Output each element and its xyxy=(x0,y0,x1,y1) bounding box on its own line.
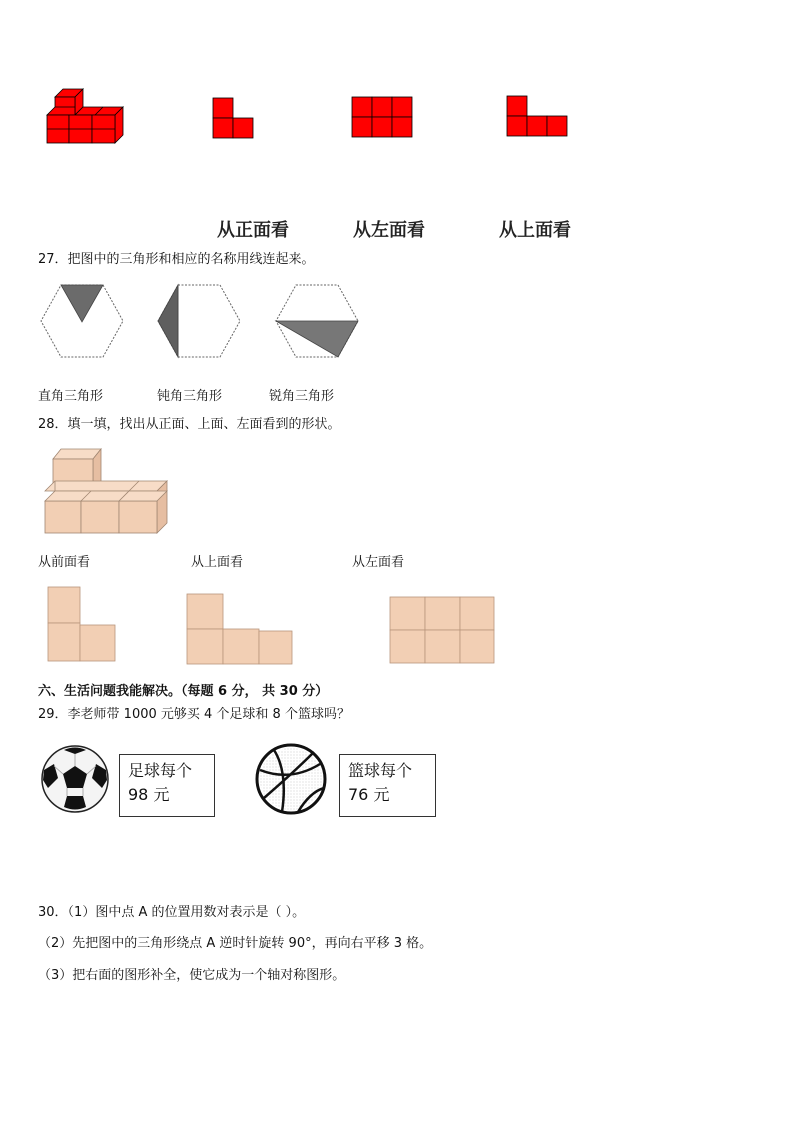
section-6-title: 六、生活问题我能解决。（每题 6 分， 共 30 分） xyxy=(38,684,329,699)
hexagon-obtuse-triangle xyxy=(157,284,241,358)
basketball-price-value: 76 元 xyxy=(348,785,390,804)
view-label-left: 从左面看 xyxy=(353,220,425,241)
view-label-front: 从正面看 xyxy=(217,220,289,241)
basketball-price-label: 篮球每个 xyxy=(348,761,413,780)
soccer-ball-icon xyxy=(40,744,110,814)
hexagon-acute-triangle xyxy=(275,284,359,358)
red-front-view-shape xyxy=(212,97,254,139)
soccer-price-box xyxy=(119,754,215,817)
view-label-left-28: 从左面看 xyxy=(352,555,405,570)
peach-3d-cube-stack xyxy=(43,445,171,535)
peach-view-shape-step xyxy=(186,593,294,665)
triangle-name-right: 直角三角形 xyxy=(38,389,104,404)
red-3d-cube-stack xyxy=(45,87,125,143)
peach-view-shape-l xyxy=(47,586,117,664)
basketball-price-box xyxy=(339,754,436,817)
hexagon-right-triangle xyxy=(40,284,124,358)
question-30-part-1: 30．（1）图中点 A 的位置用数对表示是（ ）。 xyxy=(38,905,306,920)
peach-view-shape-grid xyxy=(389,596,495,664)
view-label-top: 从上面看 xyxy=(499,220,571,241)
triangle-name-obtuse: 钝角三角形 xyxy=(157,389,223,404)
question-30-part-3: （3）把右面的图形补全，使它成为一个轴对称图形。 xyxy=(38,968,346,983)
question-28-text: 28．填一填，找出从正面、上面、左面看到的形状。 xyxy=(38,417,341,432)
soccer-price-label: 足球每个 xyxy=(128,761,193,780)
red-top-view-shape xyxy=(506,95,568,137)
question-30-part-2: （2）先把图中的三角形绕点 A 逆时针旋转 90°，再向右平移 3 格。 xyxy=(38,936,433,951)
view-label-front-28: 从前面看 xyxy=(38,555,91,570)
soccer-price-value: 98 元 xyxy=(128,785,170,804)
question-29-text: 29．李老师带 1000 元够买 4 个足球和 8 个篮球吗？ xyxy=(38,707,350,722)
basketball-icon xyxy=(254,742,328,816)
red-left-view-shape xyxy=(351,96,413,138)
view-label-top-28: 从上面看 xyxy=(191,555,244,570)
question-27-text: 27．把图中的三角形和相应的名称用线连起来。 xyxy=(38,252,315,267)
triangle-name-acute: 锐角三角形 xyxy=(269,389,335,404)
